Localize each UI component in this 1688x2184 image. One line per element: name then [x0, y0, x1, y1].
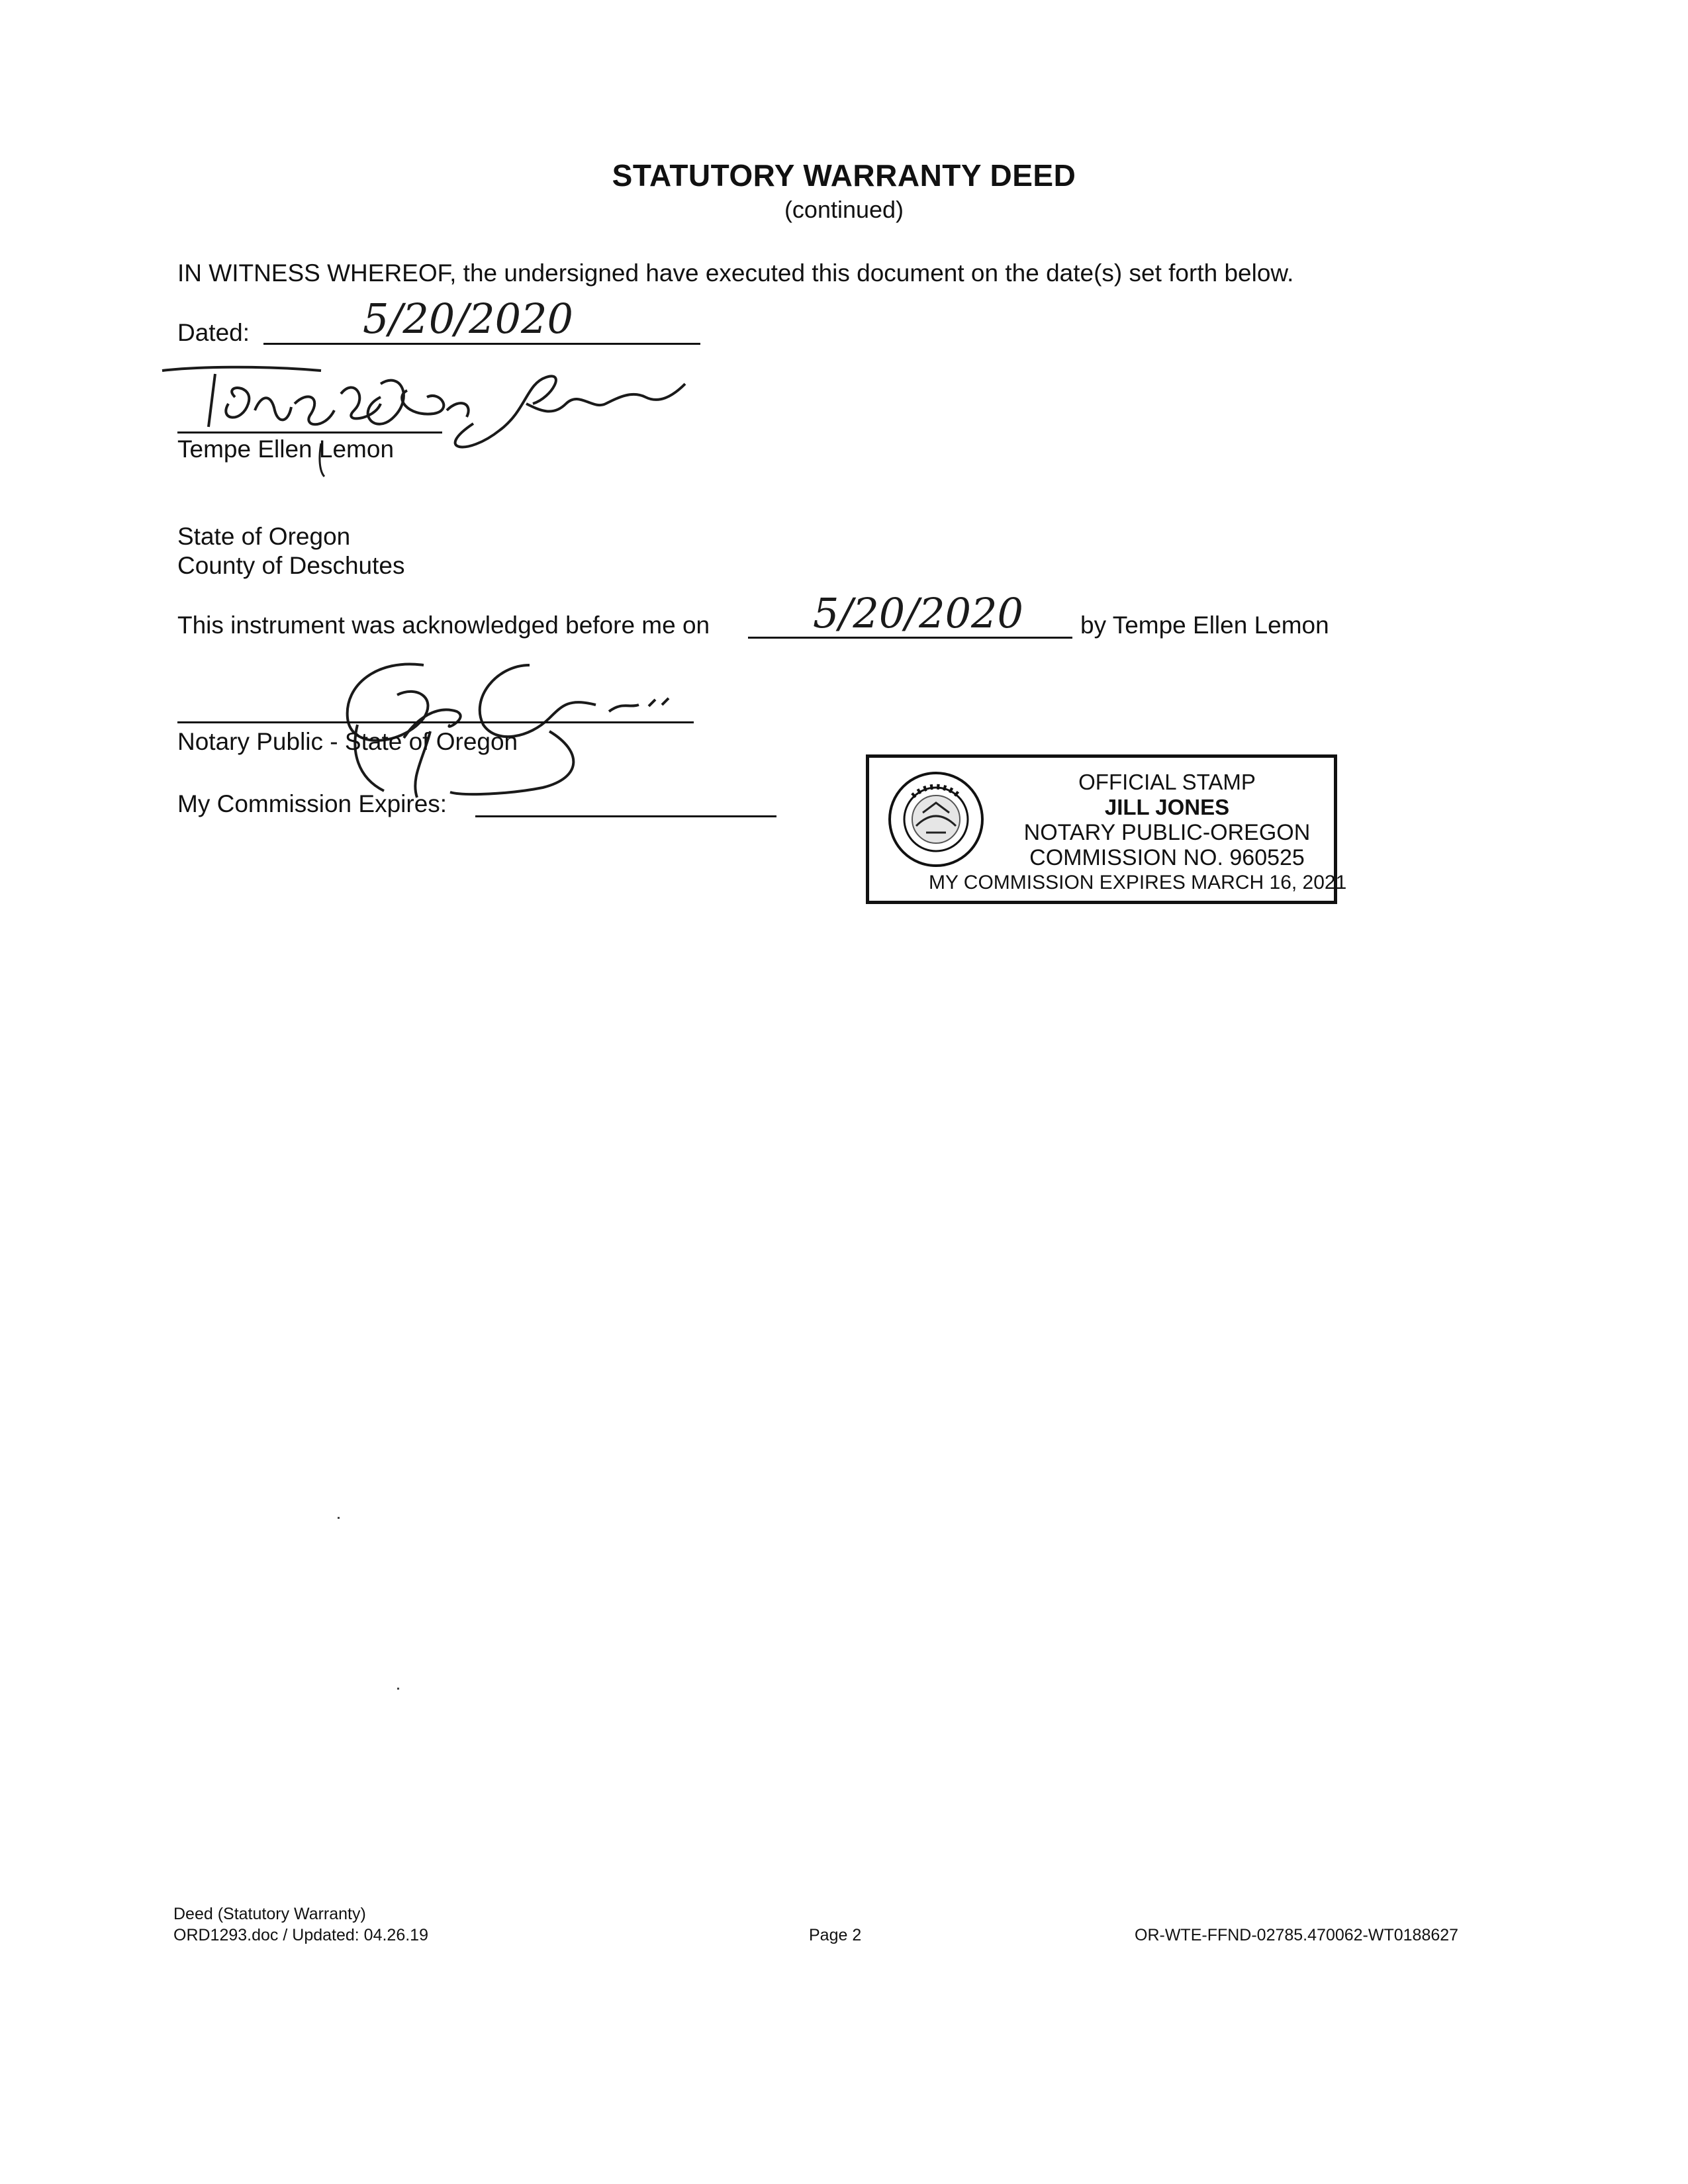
scan-speck [397, 1688, 399, 1690]
stamp-notary-title: NOTARY PUBLIC-OREGON [1023, 820, 1311, 845]
signer-name: Tempe Ellen Lemon [177, 435, 395, 463]
notary-signature-line [177, 721, 694, 723]
footer-file-number: OR-WTE-FFND-02785.470062-WT0188627 [1135, 1926, 1459, 1944]
footer-page-number: Page 2 [809, 1926, 862, 1944]
document-title: STATUTORY WARRANTY DEED [612, 158, 1076, 193]
stamp-commission-expiry: MY COMMISSION EXPIRES MARCH 16, 2021 [929, 872, 1347, 893]
stamp-notary-name: JILL JONES [1104, 795, 1230, 819]
footer-doc-file: ORD1293.doc / Updated: 04.26.19 [173, 1926, 428, 1944]
acknowledgment-prefix: This instrument was acknowledged before me on [177, 612, 710, 639]
footer-doc-type: Deed (Statutory Warranty) [173, 1905, 366, 1923]
oregon-seal-icon [886, 770, 986, 869]
venue-state: State of Oregon [177, 523, 351, 550]
commission-expires-line [475, 815, 776, 817]
document-subtitle: (continued) [784, 196, 904, 223]
notary-signature-label: Notary Public - State of Oregon [177, 728, 518, 755]
signature-line [177, 432, 442, 433]
notary-stamp [866, 754, 1347, 904]
dated-handwritten-date: 5/20/2020 [363, 295, 573, 343]
witness-statement: IN WITNESS WHEREOF, the undersigned have executed this document on the date(s) set forth below. [177, 259, 1294, 287]
stamp-commission-number: COMMISSION NO. 960525 [1029, 845, 1305, 870]
stamp-heading: OFFICIAL STAMP [1078, 770, 1256, 794]
acknowledgment-suffix: by Tempe Ellen Lemon [1080, 612, 1329, 639]
venue-county: County of Deschutes [177, 552, 405, 579]
dated-line [263, 343, 700, 345]
dated-label: Dated: [177, 319, 250, 346]
acknowledgment-handwritten-date: 5/20/2020 [813, 589, 1023, 637]
scan-speck [338, 1517, 340, 1519]
commission-expires-label: My Commission Expires: [177, 790, 447, 817]
